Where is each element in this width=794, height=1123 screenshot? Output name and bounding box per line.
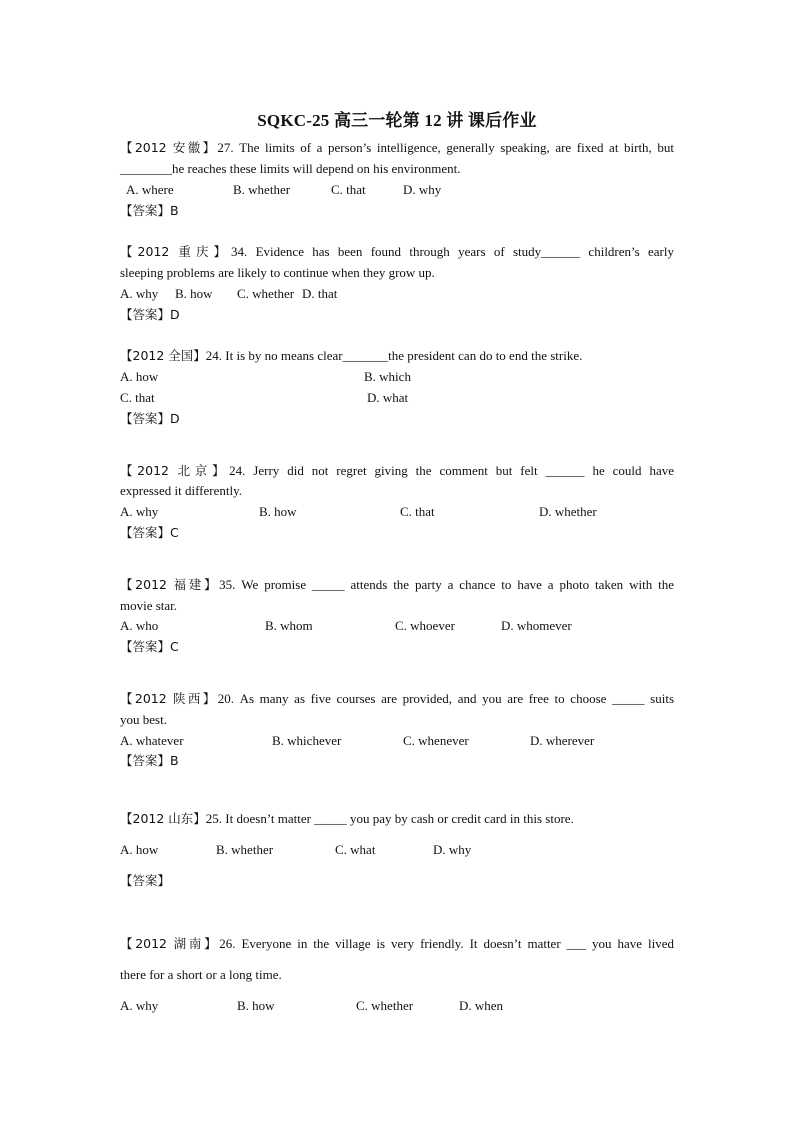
option-d: D. why — [433, 842, 472, 857]
question-source: 【2012 山东】 — [120, 811, 206, 826]
question-stem-continued: you best. — [120, 712, 167, 727]
option-b: B. whether — [233, 182, 291, 197]
question-stem: 【2012 山东】25. It doesn’t matter _____ you pay by cash or credit card in this store. — [120, 811, 574, 826]
question-source: 【2012 全国】 — [120, 348, 206, 363]
question-stem-continued: sleeping problems are likely to continue when they grow up. — [120, 265, 435, 280]
answer-label: 【答案】B — [120, 203, 179, 218]
question-stem: 【2012 北京】24. Jerry did not regret giving the comment but felt ______ he could have — [120, 463, 674, 478]
option-b: B. whom — [265, 618, 313, 633]
option-b: B. how — [237, 998, 275, 1013]
question-stem: 【2012 全国】24. It is by no means clear_______the president can do to end the strike. — [120, 348, 583, 363]
option-a: A. how — [120, 369, 159, 384]
question-source: 【2012 湖南】 — [120, 936, 220, 951]
answer-label: 【答案】B — [120, 753, 179, 768]
option-d: D. whomever — [501, 618, 572, 633]
answer-label: 【答案】D — [120, 307, 180, 322]
option-c: C. whoever — [395, 618, 455, 633]
option-b: B. whichever — [272, 733, 342, 748]
question-stem: 【2012 陕西】20. As many as five courses are provided, and you are free to choose _____ suits — [120, 691, 674, 706]
option-c: C. what — [335, 842, 376, 857]
option-c: C. whether — [237, 286, 295, 301]
question-source: 【2012 安徽】 — [120, 140, 218, 155]
option-a: A. why — [120, 504, 159, 519]
question-stem-continued: ________he reaches these limits will depend on his environment. — [120, 161, 461, 176]
page-title: SQKC-25 高三一轮第 12 讲 课后作业 — [257, 111, 537, 130]
question-stem-continued: expressed it differently. — [120, 483, 243, 498]
option-b: B. how — [259, 504, 297, 519]
option-d: D. when — [459, 998, 504, 1013]
question-source: 【2012 福建】 — [120, 577, 220, 592]
option-a: A. whatever — [120, 733, 184, 748]
option-c: C. that — [120, 390, 155, 405]
option-d: D. that — [302, 286, 338, 301]
question-source: 【2012 陕西】 — [120, 691, 218, 706]
question-stem: 【2012 湖南】26. Everyone in the village is very friendly. It doesn’t matter ___ you have lived — [120, 936, 674, 951]
option-c: C. that — [400, 504, 435, 519]
option-a: A. where — [126, 182, 174, 197]
answer-label: 【答案】D — [120, 411, 180, 426]
answer-label: 【答案】C — [120, 525, 179, 540]
option-d: D. what — [367, 390, 409, 405]
option-b: B. which — [364, 369, 411, 384]
option-a: A. why — [120, 286, 159, 301]
question-stem: 【2012 安徽】27. The limits of a person’s intelligence, generally speaking, are fixed at birth, but — [120, 140, 674, 155]
option-c: C. whether — [356, 998, 414, 1013]
option-c: C. that — [331, 182, 366, 197]
option-b: B. whether — [216, 842, 274, 857]
option-d: D. wherever — [530, 733, 595, 748]
answer-label: 【答案】C — [120, 639, 179, 654]
option-a: A. who — [120, 618, 159, 633]
answer-label: 【答案】 — [120, 873, 171, 888]
option-a: A. why — [120, 998, 159, 1013]
question-stem-continued: movie star. — [120, 598, 178, 613]
option-b: B. how — [175, 286, 213, 301]
question-stem-continued: there for a short or a long time. — [120, 967, 282, 982]
question-stem: 【2012 福建】35. We promise _____ attends the party a chance to have a photo taken with the — [120, 577, 674, 592]
option-d: D. why — [403, 182, 442, 197]
option-a: A. how — [120, 842, 159, 857]
question-stem: 【2012 重庆】34. Evidence has been found through years of study______ children’s early — [120, 244, 674, 259]
question-source: 【2012 北京】 — [120, 463, 230, 478]
question-source: 【2012 重庆】 — [120, 244, 232, 259]
option-c: C. whenever — [403, 733, 469, 748]
option-d: D. whether — [539, 504, 597, 519]
